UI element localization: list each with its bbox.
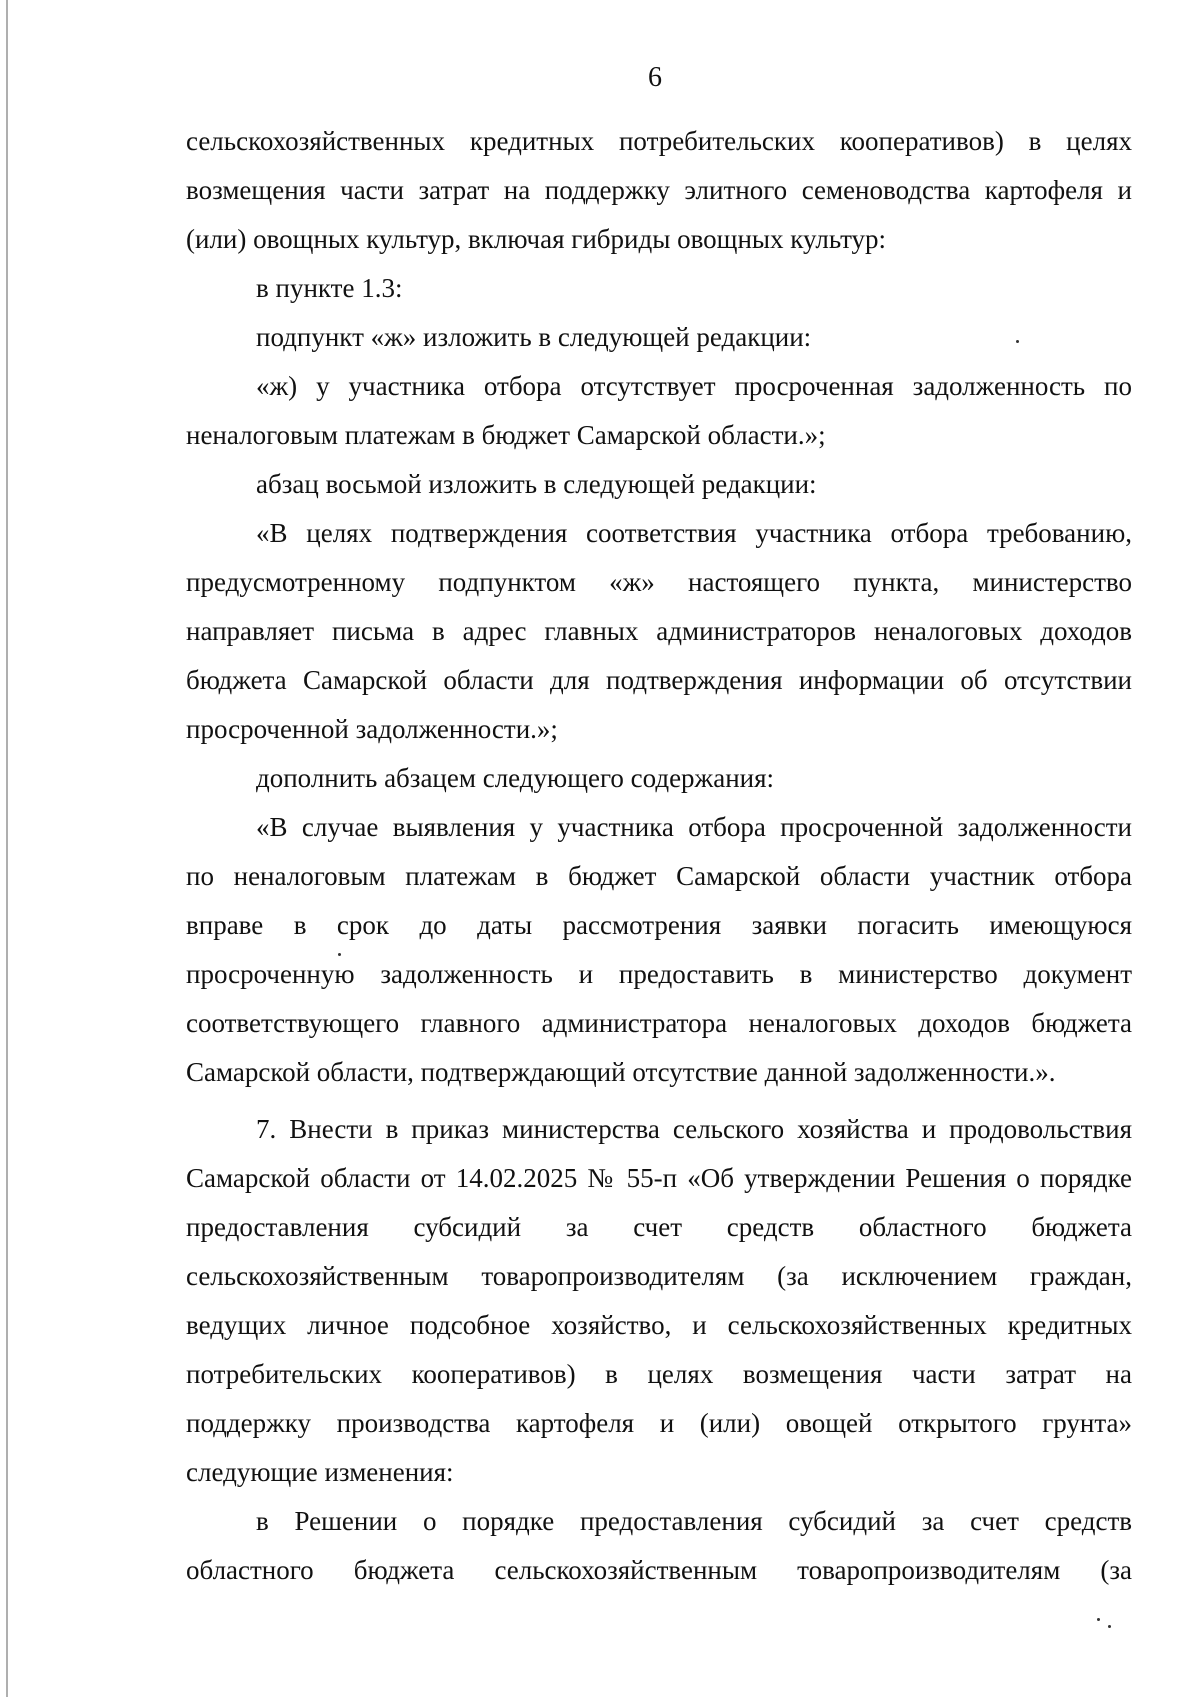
text-line: следующие изменения: [186, 1457, 454, 1487]
text-line: «В целях подтверждения соответствия участника отбора требованию, [256, 518, 1132, 548]
text-line: в пункте 1.3: [256, 273, 403, 303]
scan-edge-line [6, 0, 8, 1697]
text-line: просроченной задолженности.»; [186, 714, 558, 744]
text-line: по неналоговым платежам в бюджет Самарской области участник отбора [186, 861, 1132, 891]
text-line: ведущих личное подсобное хозяйство, и сельскохозяйственных кредитных [186, 1310, 1132, 1340]
text-line: возмещения части затрат на поддержку элитного семеноводства картофеля и [186, 175, 1132, 205]
text-line: Самарской области от 14.02.2025 № 55-п «Об утверждении Решения о порядке [186, 1163, 1132, 1193]
scan-speck [1097, 1618, 1100, 1621]
text-line: 7. Внести в приказ министерства сельского хозяйства и продовольствия [256, 1114, 1132, 1144]
text-line: подпункт «ж» изложить в следующей редакции: [256, 322, 812, 352]
text-line: «В случае выявления у участника отбора просроченной задолженности [256, 812, 1132, 842]
text-line: предоставления субсидий за счет средств областного бюджета [186, 1212, 1132, 1242]
text-line: потребительских кооперативов) в целях возмещения части затрат на [186, 1359, 1132, 1389]
text-line: «ж) у участника отбора отсутствует просроченная задолженность по [256, 371, 1132, 401]
text-line: поддержку производства картофеля и (или) овощей открытого грунта» [186, 1408, 1132, 1438]
paragraph-gap [186, 1097, 1132, 1105]
text-line: дополнить абзацем следующего содержания: [256, 763, 775, 793]
text-line: (или) овощных культур, включая гибриды овощных культур: [186, 224, 887, 254]
body-text [186, 117, 1132, 1595]
text-line: бюджета Самарской области для подтверждения информации об отсутствии [186, 665, 1132, 695]
scan-speck [1108, 1625, 1111, 1628]
text-line: областного бюджета сельскохозяйственным товаропроизводителям (за [186, 1555, 1132, 1585]
text-line: абзац восьмой изложить в следующей редакции: [256, 469, 817, 499]
text-line: сельскохозяйственных кредитных потребительских кооперативов) в целях [186, 126, 1132, 156]
text-line: вправе в срок до даты рассмотрения заявки погасить имеющуюся [186, 910, 1132, 940]
text-line: направляет письма в адрес главных администраторов неналоговых доходов [186, 616, 1132, 646]
page-number: 6 [648, 62, 662, 93]
scan-speck [338, 953, 341, 956]
text-line: соответствующего главного администратора неналоговых доходов бюджета [186, 1008, 1132, 1038]
text-line: неналоговым платежам в бюджет Самарской области.»; [186, 420, 826, 450]
text-line: просроченную задолженность и предоставить в министерство документ [186, 959, 1132, 989]
text-line: Самарской области, подтверждающий отсутствие данной задолженности.». [186, 1057, 1056, 1087]
text-line: предусмотренному подпунктом «ж» настоящего пункта, министерство [186, 567, 1132, 597]
text-line: сельскохозяйственным товаропроизводителям (за исключением граждан, [186, 1261, 1132, 1291]
scan-speck [1016, 340, 1019, 343]
text-line: в Решении о порядке предоставления субсидий за счет средств [256, 1506, 1132, 1536]
